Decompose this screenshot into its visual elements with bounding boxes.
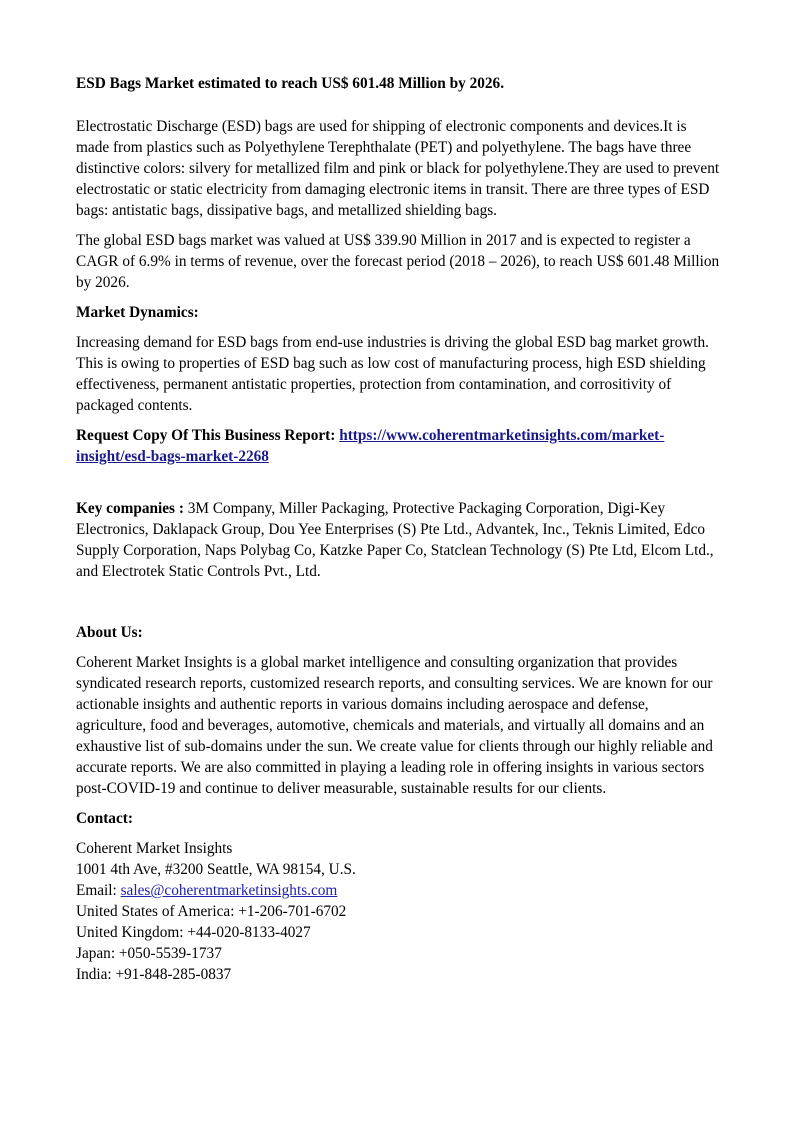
about-paragraph: Coherent Market Insights is a global market intelligence and consulting organization that provides syndicated research reports, customized research reports, and consulting services. We are known for our actionable insights and authentic reports in various domains including aerospace and defense, agriculture, food and beverages, automotive, chemicals and materials, and virtually all domains and an exhaustive list of sub-domains under the sun. We create value for clients through our highly reliable and accurate reports. We are also committed in playing a leading role in offering insights in various sectors post-COVID-19 and continue to deliver measurable, sustainable results for our clients. bbox=[76, 654, 713, 797]
report-link[interactable]: https://www.coherentmarketinsights.com/market-insight/esd-bags-market-2268 bbox=[76, 427, 665, 465]
contact-address: 1001 4th Ave, #3200 Seattle, WA 98154, U.S. bbox=[76, 861, 356, 878]
key-companies-label: Key companies : bbox=[76, 500, 184, 517]
market-dynamics-paragraph: Increasing demand for ESD bags from end-use industries is driving the global ESD bag market growth. This is owing to properties of ESD bag such as low cost of manufacturing process, high ESD shielding effectiveness, permanent antistatic properties, protection from contamination, and corrositivity of packaged contents. bbox=[76, 334, 709, 414]
contact-phone-japan: Japan: +050-5539-1737 bbox=[76, 945, 222, 962]
contact-company: Coherent Market Insights bbox=[76, 840, 233, 857]
request-copy-label: Request Copy Of This Business Report: bbox=[76, 427, 336, 444]
contact-phone-usa: United States of America: +1-206-701-6702 bbox=[76, 903, 347, 920]
key-companies-paragraph bbox=[76, 498, 720, 582]
contact-phone-india: India: +91-848-285-0837 bbox=[76, 966, 232, 983]
contact-block bbox=[76, 838, 720, 985]
market-dynamics-heading: Market Dynamics: bbox=[76, 304, 199, 321]
about-heading: About Us: bbox=[76, 624, 143, 641]
document-title: ESD Bags Market estimated to reach US$ 601.48 Million by 2026. bbox=[76, 75, 505, 92]
contact-email-label: Email: bbox=[76, 882, 121, 899]
document-page bbox=[76, 73, 720, 985]
market-value-paragraph: The global ESD bags market was valued at US$ 339.90 Million in 2017 and is expected to register a CAGR of 6.9% in terms of revenue, over the forecast period (2018 – 2026), to reach US$ 601.48 Million by 2026. bbox=[76, 232, 720, 291]
request-copy-line bbox=[76, 425, 720, 467]
key-companies-text: 3M Company, Miller Packaging, Protective Packaging Corporation, Digi-Key Electronics, Daklapack Group, Dou Yee Enterprises (S) Pte Ltd., Advantek, Inc., Teknis Limited, Edco Supply Corporation, Naps Polybag Co, Katzke Paper Co, Statclean Technology (S) Pte Ltd, Elcom Ltd., and Electrotek Static Controls Pvt., Ltd. bbox=[76, 500, 714, 580]
contact-phone-uk: United Kingdom: +44-020-8133-4027 bbox=[76, 924, 311, 941]
contact-email-link[interactable]: sales@coherentmarketinsights.com bbox=[120, 882, 338, 899]
intro-paragraph: Electrostatic Discharge (ESD) bags are used for shipping of electronic components and devices.It is made from plastics such as Polyethylene Terephthalate (PET) and polyethylene. The bags have three distinctive colors: silvery for metallized film and pink or black for polyethylene.They are used to prevent electrostatic or static electricity from damaging electronic items in transit. There are three types of ESD bags: antistatic bags, dissipative bags, and metallized shielding bags. bbox=[76, 118, 720, 219]
contact-email-line bbox=[76, 880, 720, 901]
contact-heading: Contact: bbox=[76, 810, 133, 827]
